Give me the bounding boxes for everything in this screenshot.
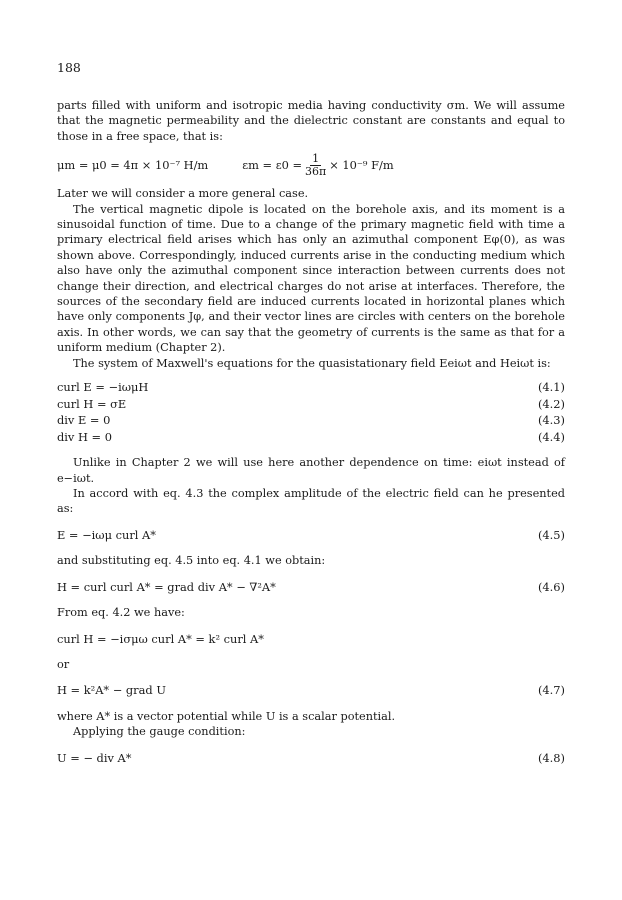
paragraph-3: The vertical magnetic dipole is located on the borehole axis, and its moment is a sinusoidal function of time. Due to a change of the primary magnetic field with time a primary electrical field arises which has only an azimuthal component Eφ(0), as was shown above. Correspondingly, induced currents arise in the conducting medium which also have only the azimuthal component since interaction between currents does not change their direction, and electrical charges do not arise at interfaces. Therefore, the sources of the secondary field are induced currents located in horizontal planes which have only components Jφ, and their vector lines are circles with centers on the borehole axis. In other words, we can say that the geometry of currents is the same as that for a uniform medium (Chapter 2).	[57, 202, 565, 355]
equation-expr: H = k²A* − grad U	[57, 683, 166, 698]
equation-number: (4.1)	[537, 380, 565, 395]
paragraph-5: Unlike in Chapter 2 we will use here another dependence on time: eiωt instead of e−iωt.	[57, 456, 565, 485]
equation-number: (4.5)	[537, 527, 565, 542]
equation-k2	[57, 631, 565, 648]
equation-constants	[57, 148, 565, 182]
equation-expr: H = curl curl A* = grad div A* − ∇²A*	[57, 579, 276, 594]
page-number: 188	[57, 60, 81, 75]
paragraph-9: or	[57, 658, 70, 672]
fraction	[305, 153, 326, 178]
paragraph-7: and substituting eq. 4.5 into eq. 4.1 we obtain:	[57, 554, 326, 568]
equation-mu: μm = μ0 = 4π × 10⁻⁷ H/m	[57, 158, 209, 173]
paragraph-10: where A* is a vector potential while U is a scalar potential.	[57, 709, 396, 723]
equation-4-4	[57, 429, 565, 446]
equation-number: (4.4)	[537, 429, 565, 444]
paragraph-4: The system of Maxwell's equations for the quasistationary field Eeiωt and Heiωt is:	[73, 356, 551, 370]
equation-number: (4.3)	[537, 413, 565, 428]
equation-number: (4.2)	[537, 396, 565, 411]
equation-4-6	[57, 579, 565, 596]
equation-expr: U = − div A*	[57, 750, 132, 765]
equation-expr: div H = 0	[57, 429, 112, 444]
paragraph-1: parts filled with uniform and isotropic media having conductivity σm. We will assume that the magnetic permeability and the dielectric constant are constants and equal to those in a free space, that is:	[57, 99, 565, 143]
fraction-denominator: 36π	[305, 164, 327, 178]
equation-expr: E = −iωμ curl A*	[57, 527, 156, 542]
paragraph-6: In accord with eq. 4.3 the complex amplitude of the electric field can he presented as:	[57, 486, 565, 516]
equation-number: (4.6)	[537, 579, 565, 594]
equation-expr: curl E = −iωμH	[57, 380, 149, 395]
equation-number: (4.7)	[537, 683, 565, 698]
equation-number: (4.8)	[537, 750, 565, 765]
paragraph-8: From eq. 4.2 we have:	[57, 606, 185, 620]
page-content	[57, 60, 565, 766]
paragraph-11: Applying the gauge condition:	[73, 725, 246, 739]
equation-4-3	[57, 412, 565, 429]
equation-4-5	[57, 527, 565, 544]
equation-eps-right: × 10⁻⁹ F/m	[329, 158, 394, 173]
equation-expr: curl H = −iσμω curl A* = k² curl A*	[57, 631, 264, 646]
equation-eps-left: εm = ε0 =	[242, 158, 303, 173]
equation-expr: div E = 0	[57, 413, 111, 428]
equation-4-2	[57, 396, 565, 413]
equation-expr: curl H = σE	[57, 396, 127, 411]
equation-4-8	[57, 750, 565, 767]
paragraph-2: Later we will consider a more general case.	[57, 187, 309, 201]
fraction-numerator: 1	[312, 151, 320, 165]
equation-4-1	[57, 379, 565, 396]
equation-4-7	[57, 682, 565, 699]
